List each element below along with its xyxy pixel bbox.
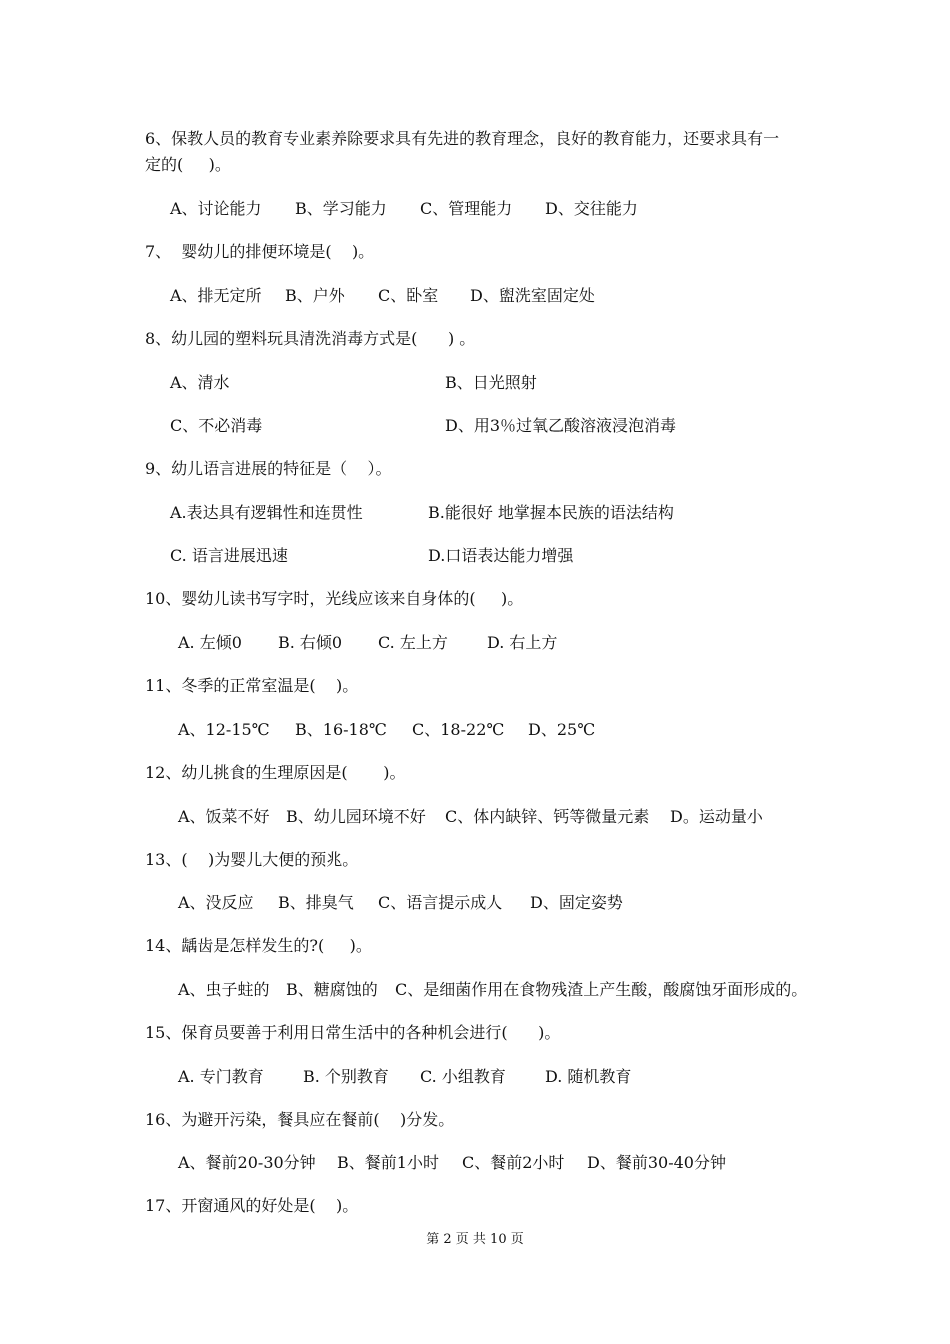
question-10-stem: 10、婴幼儿读书写字时，光线应该来自身体的( )。: [145, 589, 524, 608]
question-16-stem: 16、为避开污染，餐具应在餐前( )分发。: [145, 1110, 455, 1129]
question-12-stem: 12、幼儿挑食的生理原因是( )。: [145, 763, 406, 782]
question-6-option-a: A、讨论能力: [170, 199, 262, 218]
question-12-option-c: C、体内缺锌、钙等微量元素: [445, 807, 650, 826]
question-6-stem-line-1: 6、保教人员的教育专业素养除要求具有先进的教育理念，良好的教育能力，还要求具有一: [145, 129, 780, 148]
question-15-option-d: D. 随机教育: [545, 1067, 632, 1086]
question-7-option-d: D、盥洗室固定处: [470, 286, 595, 305]
question-11-stem: 11、冬季的正常室温是( )。: [145, 676, 359, 695]
question-6-option-b: B、学习能力: [295, 199, 387, 218]
question-9-option-b: B.能很好 地掌握本民族的语法结构: [428, 503, 674, 522]
question-8-option-d: D、用3％过氧乙酸溶液浸泡消毒: [445, 416, 677, 435]
question-14-stem: 14、龋齿是怎样发生的?( )。: [145, 936, 372, 955]
question-6-stem-line-2: 定的( )。: [145, 155, 231, 174]
question-9-option-a: A.表达具有逻辑性和连贯性: [170, 503, 363, 522]
question-15-option-a: A. 专门教育: [178, 1067, 264, 1086]
question-8-stem: 8、幼儿园的塑料玩具清洗消毒方式是( ) 。: [145, 329, 476, 348]
question-7-option-a: A、排无定所: [170, 286, 262, 305]
question-16-option-a: A、餐前20-30分钟: [178, 1153, 316, 1172]
question-10-option-c: C. 左上方: [378, 633, 448, 652]
question-7-option-c: C、卧室: [378, 286, 439, 305]
question-13-option-b: B、排臭气: [278, 893, 354, 912]
question-15-option-c: C. 小组教育: [420, 1067, 506, 1086]
question-10-option-b: B. 右倾0: [278, 633, 343, 652]
question-13-option-c: C、语言提示成人: [378, 893, 503, 912]
question-17-stem: 17、开窗通风的好处是( )。: [145, 1196, 359, 1215]
question-13-option-d: D、固定姿势: [530, 893, 623, 912]
question-14-option-c: C、是细菌作用在食物残渣上产生酸，酸腐蚀牙面形成的。: [395, 980, 808, 999]
page-footer: 第 2 页 共 10 页: [426, 1232, 524, 1247]
question-13-stem: 13、( )为婴儿大便的预兆。: [145, 850, 359, 869]
question-13-option-a: A、没反应: [178, 893, 254, 912]
question-15-option-b: B. 个别教育: [303, 1067, 389, 1086]
question-10-option-a: A. 左倾0: [178, 633, 242, 652]
question-12-option-a: A、饭菜不好: [178, 807, 270, 826]
question-12-option-b: B、幼儿园环境不好: [286, 807, 426, 826]
question-9-option-c: C. 语言进展迅速: [170, 546, 288, 565]
question-15-stem: 15、保育员要善于利用日常生活中的各种机会进行( )。: [145, 1023, 561, 1042]
question-7-stem: 7、 婴幼儿的排便环境是( )。: [145, 242, 375, 261]
question-11-option-d: D、25℃: [528, 720, 596, 739]
question-8-option-b: B、日光照射: [445, 373, 537, 392]
question-12-option-d: D。运动量小: [670, 807, 763, 826]
question-8-option-a: A、清水: [170, 373, 230, 392]
question-8-option-c: C、不必消毒: [170, 416, 263, 435]
question-9-option-d: D.口语表达能力增强: [428, 546, 574, 565]
question-14-option-a: A、虫子蛀的: [178, 980, 270, 999]
question-16-option-d: D、餐前30-40分钟: [587, 1153, 726, 1172]
question-16-option-c: C、餐前2小时: [462, 1153, 565, 1172]
question-14-option-b: B、糖腐蚀的: [286, 980, 378, 999]
question-10-option-d: D. 右上方: [487, 633, 558, 652]
question-16-option-b: B、餐前1小时: [337, 1153, 439, 1172]
question-11-option-b: B、16-18℃: [295, 720, 387, 739]
question-9-stem: 9、幼儿语言进展的特征是（ ）。: [145, 459, 392, 478]
question-11-option-c: C、18-22℃: [412, 720, 505, 739]
question-7-option-b: B、户外: [285, 286, 345, 305]
question-11-option-a: A、12-15℃: [178, 720, 270, 739]
question-6-option-c: C、管理能力: [420, 199, 513, 218]
question-6-option-d: D、交往能力: [545, 199, 638, 218]
